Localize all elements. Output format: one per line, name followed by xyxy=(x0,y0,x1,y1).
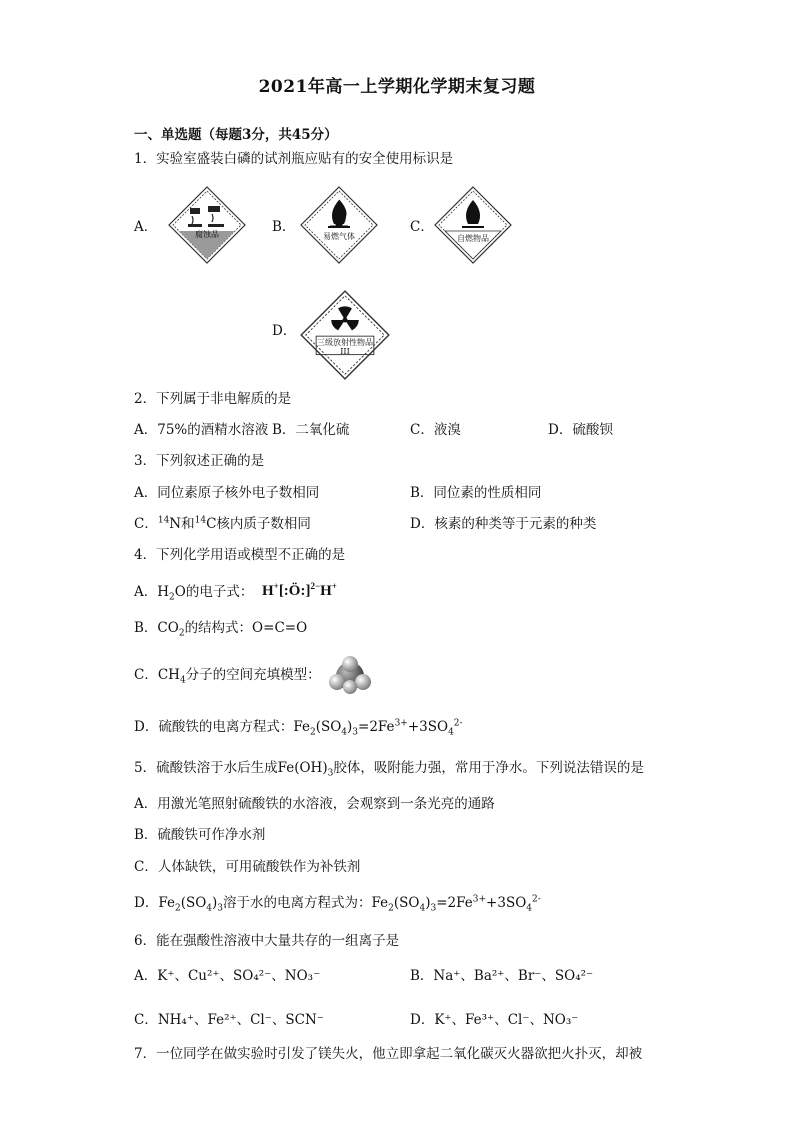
corrosive-sign-icon[interactable] xyxy=(168,186,246,264)
q5-d-text-8: +3SO xyxy=(486,895,527,911)
q3-option-b[interactable]: B．同位素的性质相同 xyxy=(410,485,542,501)
q5-d-text-2: (SO xyxy=(180,895,207,911)
q4-d-sub-1: 2 xyxy=(309,727,316,738)
q4-b-text-2: 的结构式：O=C=O xyxy=(184,620,308,636)
q4-d-text-2: (SO xyxy=(315,719,342,735)
q4-d-sup-1: 3+ xyxy=(394,718,408,729)
q4-d-text-1: D．硫酸铁的电离方程式：Fe xyxy=(134,719,310,735)
q5-d-text-6: ) xyxy=(425,895,431,911)
radioactive-sign-label: 三级放射性物品 xyxy=(317,338,373,347)
spontaneous-combustion-sign-label: 自燃物品 xyxy=(457,234,489,243)
q1-stem: 1．实验室盛装白磷的试剂瓶应贴有的安全使用标识是 xyxy=(134,151,454,167)
q1-option-c-label[interactable]: C． xyxy=(410,219,434,235)
q3-option-d[interactable]: D．核素的种类等于元素的种类 xyxy=(410,516,597,532)
q5-d-sub-7: 4 xyxy=(526,903,532,914)
q5-stem xyxy=(134,759,644,777)
corrosive-sign-label: 腐蚀品 xyxy=(195,230,219,239)
q4-d-text-5: +3SO xyxy=(407,719,449,735)
q6-option-c[interactable]: C．NH₄⁺、Fe²⁺、Cl⁻、SCN⁻ xyxy=(134,1012,324,1028)
q5-d-text-4: 溶于水的电离方程式为：Fe xyxy=(223,895,389,911)
q4-a-sub: 2 xyxy=(169,592,175,603)
spontaneous-combustion-sign-icon[interactable] xyxy=(434,186,512,264)
radioactive-sign-class: III xyxy=(340,347,350,356)
q3-option-a[interactable]: A．同位素原子核外电子数相同 xyxy=(134,485,320,501)
q4-c-text-2: 分子的空间充填模型： xyxy=(185,667,321,683)
nitrogen-mass-number: 14 xyxy=(157,515,170,526)
q3-stem: 3．下列叙述正确的是 xyxy=(134,453,265,469)
q4-d-sub-3: 3 xyxy=(352,727,359,738)
q6-stem: 6．能在强酸性溶液中大量共存的一组离子是 xyxy=(134,933,400,949)
water-electron-formula: H+[:Ö:]$^{2-}$H+ xyxy=(262,581,337,599)
methane-space-filling-model-icon xyxy=(326,655,374,697)
q5-option-b[interactable]: B．硫酸铁可作净水剂 xyxy=(134,827,266,843)
q2-option-c[interactable]: C．液溴 xyxy=(410,422,461,438)
q2-option-a[interactable]: A．75%的酒精水溶液 xyxy=(134,422,269,438)
q4-option-a[interactable] xyxy=(134,583,253,601)
carbon-mass-number: 14 xyxy=(194,515,207,526)
page-title: 2021年高一上学期化学期末复习题 xyxy=(258,77,536,97)
q1-option-a-label[interactable]: A． xyxy=(134,219,158,235)
q5-option-a[interactable]: A．用激光笔照射硫酸铁的水溶液，会观察到一条光亮的通路 xyxy=(134,796,495,812)
q5-stem-sub: 3 xyxy=(327,768,334,779)
q2-stem: 2．下列属于非电解质的是 xyxy=(134,391,292,407)
q7-stem: 7．一位同学在做实验时引发了镁失火，他立即拿起二氧化碳灭火器欲把火扑灭，却被 xyxy=(134,1046,643,1062)
q2-option-d[interactable]: D．硫酸钡 xyxy=(548,422,613,438)
q4-a-text: A．H xyxy=(134,584,170,600)
q4-d-text-3: ) xyxy=(347,719,353,735)
q5-d-text-3: ) xyxy=(212,895,218,911)
q4-b-text: B．CO xyxy=(134,620,179,636)
q3-option-c-text-1: N和 xyxy=(169,516,195,532)
q5-d-sup-2: 2- xyxy=(532,894,541,905)
q3-option-c-text-2: C核内质子数相同 xyxy=(206,516,311,532)
q5-d-text-1: D．Fe xyxy=(134,895,175,911)
q4-option-c[interactable] xyxy=(134,666,321,684)
q6-option-a[interactable]: A．K⁺、Cu²⁺、SO₄²⁻、NO₃⁻ xyxy=(134,968,321,984)
q5-stem-text-2: 胶体，吸附能力强，常用于净水。下列说法错误的是 xyxy=(333,760,644,776)
q4-a-text-2: O的电子式： xyxy=(174,584,254,600)
q5-option-d[interactable] xyxy=(134,894,541,912)
q5-stem-text-1: 5．硫酸铁溶于水后生成Fe(OH) xyxy=(134,760,328,776)
q4-d-sub-2: 4 xyxy=(341,727,348,738)
q1-option-b-label[interactable]: B． xyxy=(272,219,296,235)
q5-d-sub-4: 2 xyxy=(388,903,394,914)
q5-d-text-7: =2Fe xyxy=(436,895,473,911)
q4-c-sub: 4 xyxy=(179,675,186,686)
radioactive-sign-icon[interactable] xyxy=(300,290,390,380)
q4-option-d[interactable] xyxy=(134,718,463,736)
q5-d-text-5: (SO xyxy=(393,895,420,911)
q5-d-sub-1: 2 xyxy=(174,903,181,914)
flammable-gas-sign-icon[interactable] xyxy=(300,186,378,264)
q6-option-b[interactable]: B．Na⁺、Ba²⁺、Br⁻、SO₄²⁻ xyxy=(410,968,594,984)
q3-option-c[interactable] xyxy=(134,515,311,533)
q4-stem: 4．下列化学用语或模型不正确的是 xyxy=(134,547,346,563)
q5-option-c[interactable]: C．人体缺铁，可用硫酸铁作为补铁剂 xyxy=(134,859,361,875)
flammable-gas-sign-label: 易燃气体 xyxy=(323,232,355,241)
q5-d-sub-3: 3 xyxy=(217,903,224,914)
q3-option-c-label: C． xyxy=(134,516,158,532)
q5-d-sub-2: 4 xyxy=(206,903,213,914)
q5-d-sup-1: 3+ xyxy=(472,894,487,905)
q4-d-sub-4: 4 xyxy=(448,727,454,738)
q4-d-text-4: =2Fe xyxy=(358,719,395,735)
q6-option-d[interactable]: D．K⁺、Fe³⁺、Cl⁻、NO₃⁻ xyxy=(410,1012,579,1028)
q4-c-text: C．CH xyxy=(134,667,180,683)
q5-d-sub-5: 4 xyxy=(419,903,426,914)
q2-option-b[interactable]: B．二氧化硫 xyxy=(272,422,350,438)
q5-d-sub-6: 3 xyxy=(430,903,437,914)
q4-d-sup-2: 2- xyxy=(453,718,463,729)
section-heading: 一、单选题（每题3分，共45分） xyxy=(134,127,338,143)
q1-option-d-label[interactable]: D． xyxy=(272,323,297,339)
q4-option-b[interactable] xyxy=(134,619,307,637)
q4-b-sub: 2 xyxy=(178,628,185,639)
